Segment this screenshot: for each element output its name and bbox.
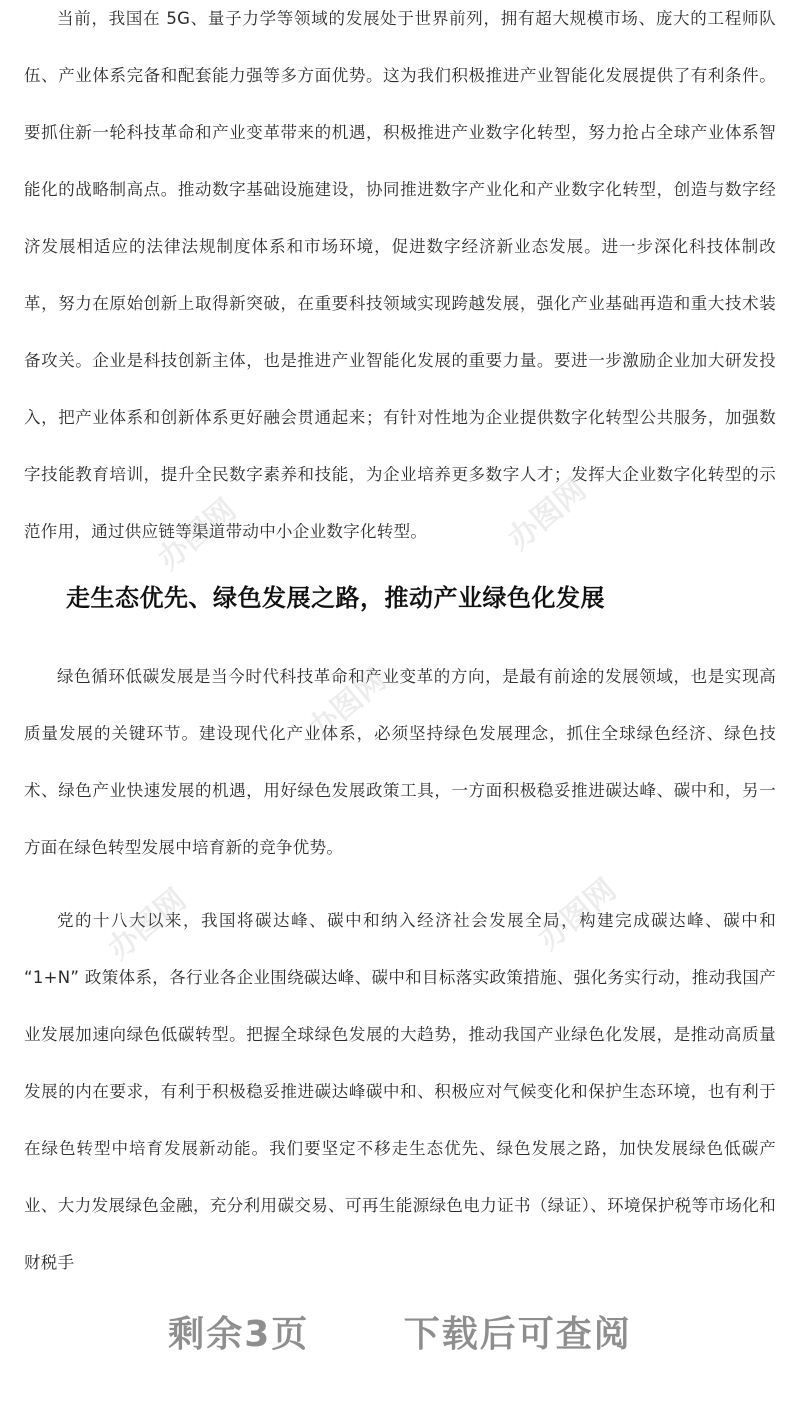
watermark: 办图网: [151, 492, 243, 578]
watermark: 办图网: [501, 472, 593, 558]
watermark: 办图网: [101, 882, 193, 968]
download-prompt[interactable]: [0, 1306, 800, 1357]
paragraph-intro: 当前，我国在 5G、量子力学等领域的发展处于世界前列，拥有超大规模市场、庞大的工程师队伍、产业体系完备和配套能力强等多方面优势。这为我们积极推进产业智能化发展提供了有利条件。要抓住新一轮科技革命和产业变革带来的机遇，积极推进产业数字化转型，努力抢占全球产业体系智能化的战略制高点。推动数字基础设施建设，协同推进数字产业化和产业数字化转型，创造与数字经济发展相适应的法律法规制度体系和市场环境，促进数字经济新业态发展。进一步深化科技体制改革，努力在原始创新上取得新突破，在重要科技领域实现跨越发展，强化产业基础再造和重大技术装备攻关。企业是科技创新主体，也是推进产业智能化发展的重要力量。要进一步激励企业加大研发投入，把产业体系和创新体系更好融会贯通起来；有针对性地为企业提供数字化转型公共服务，加强数字技能教育培训，提升全民数字素养和技能，为企业培养更多数字人才；发挥大企业数字化转型的示范作用，通过供应链等渠道带动中小企业数字化转型。: [24, 9, 776, 541]
paragraph-green-1: 绿色循环低碳发展是当今时代科技革命和产业变革的方向，是最有前途的发展领域，也是实现高质量发展的关键环节。建设现代化产业体系，必须坚持绿色发展理念，抓住全球绿色经济、绿色技术、绿色产业快速发展的机遇，用好绿色发展政策工具，一方面积极稳妥推进碳达峰、碳中和，另一方面在绿色转型发展中培育新的竞争优势。: [24, 667, 776, 857]
watermark: 办图网: [531, 872, 623, 958]
download-to-view-label: 下载后可查阅: [403, 1314, 632, 1355]
paragraph-green-2: 党的十八大以来，我国将碳达峰、碳中和纳入经济社会发展全局，构建完成碳达峰、碳中和 “1+N” 政策体系，各行业各企业围绕碳达峰、碳中和目标落实政策措施、强化务实行动，推动我国产业发展加速向绿色低碳转型。把握全球绿色发展的大趋势，推动我国产业绿色化发展，是推动高质量发展的内在要求，有利于积极稳妥推进碳达峰碳中和、积极应对气候变化和保护生态环境，也有利于在绿色转型中培育发展新动能。我们要坚定不移走生态优先、绿色发展之路，加快发展绿色低碳产业、大力发展绿色金融，充分利用碳交易、可再生能源绿色电力证书（绿证）、环境保护税等市场化和财税手: [24, 911, 776, 1272]
section-heading: 走生态优先、绿色发展之路，推动产业绿色化发展: [66, 584, 605, 612]
remaining-pages-label: 剩余3页: [168, 1314, 310, 1355]
watermark: 办图网: [301, 662, 393, 748]
